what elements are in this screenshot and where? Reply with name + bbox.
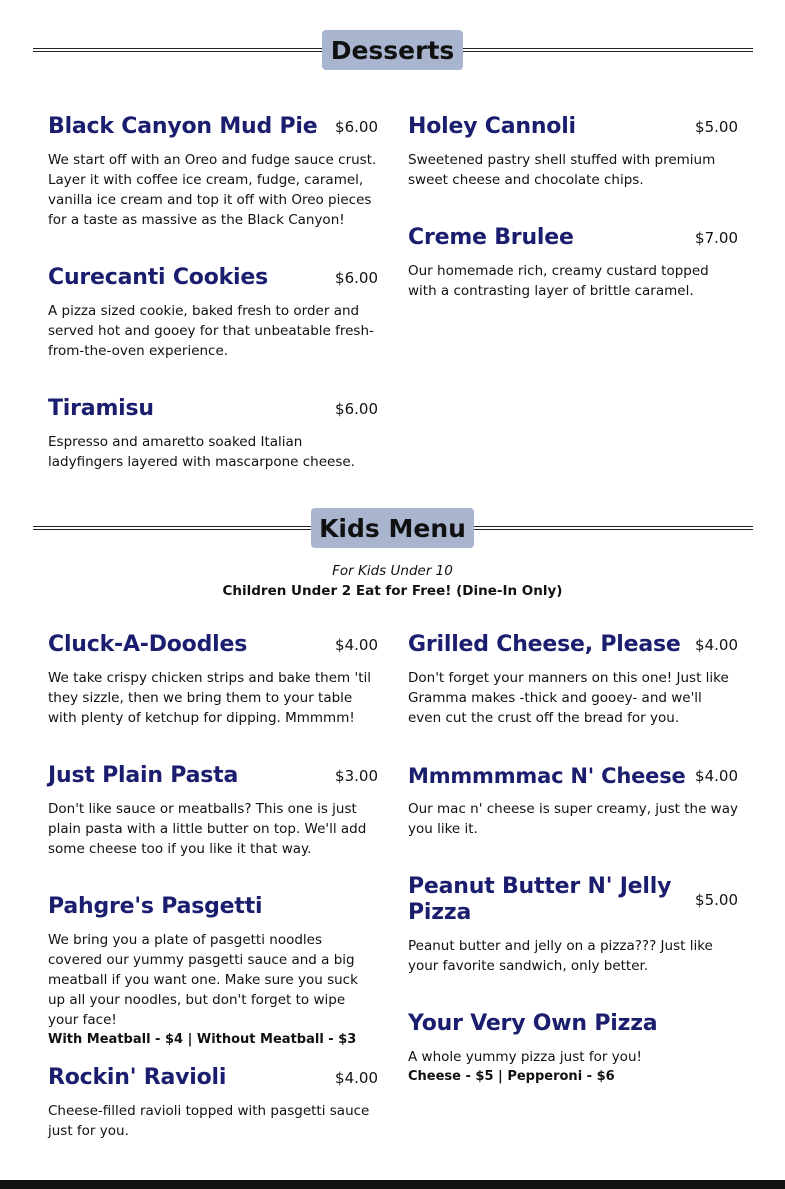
item-name: Curecanti Cookies <box>48 265 269 290</box>
item-price: $6.00 <box>335 400 378 418</box>
item-description: Espresso and amaretto soaked Italian ladyfingers layered with mascarpone cheese. <box>48 434 355 470</box>
item-price: $6.00 <box>335 118 378 136</box>
item-price: $4.00 <box>695 767 738 785</box>
item-name: Just Plain Pasta <box>48 763 239 788</box>
item-description: Our mac n' cheese is super creamy, just the way you like it. <box>408 801 738 837</box>
menu-item <box>408 874 738 976</box>
item-name: Black Canyon Mud Pie <box>48 114 318 139</box>
item-price: $5.00 <box>695 118 738 136</box>
desserts-section-header <box>33 30 753 70</box>
item-description: A pizza sized cookie, baked fresh to order and served hot and gooey for that unbeatable fresh-from-the-oven experience. <box>48 303 374 359</box>
item-options: Cheese - $5 | Pepperoni - $6 <box>408 1069 615 1084</box>
menu-item <box>48 1065 378 1141</box>
item-description: Don't like sauce or meatballs? This one is just plain pasta with a little butter on top. We'll add some cheese too if you like it that way. <box>48 801 367 857</box>
item-name: Rockin' Ravioli <box>48 1065 227 1090</box>
kids-title: Kids Menu <box>311 508 474 548</box>
item-name: Mmmmmmac N' Cheese <box>408 764 686 788</box>
item-options: With Meatball - $4 | Without Meatball - $3 <box>48 1032 357 1047</box>
item-price: $4.00 <box>695 636 738 654</box>
menu-item <box>48 114 378 230</box>
kids-section-header <box>33 508 753 548</box>
menu-item <box>48 894 378 1050</box>
menu-item <box>408 114 738 190</box>
item-name: Grilled Cheese, Please <box>408 632 681 657</box>
item-name: Creme Brulee <box>408 225 574 250</box>
item-description: We take crispy chicken strips and bake them 'til they sizzle, then we bring them to your table with plenty of ketchup for dipping. Mmmmm! <box>48 670 371 726</box>
item-name: Cluck-A-Doodles <box>48 632 248 657</box>
item-name: Your Very Own Pizza <box>408 1011 658 1036</box>
item-description: A whole yummy pizza just for you! <box>408 1049 642 1065</box>
item-price: $4.00 <box>335 1069 378 1087</box>
menu-item <box>48 396 378 472</box>
item-price: $4.00 <box>335 636 378 654</box>
item-price: $6.00 <box>335 269 378 287</box>
menu-item <box>408 632 738 728</box>
menu-item <box>408 225 738 301</box>
desserts-title: Desserts <box>322 30 463 70</box>
menu-item <box>48 632 378 728</box>
menu-item <box>48 763 378 859</box>
item-description: Don't forget your manners on this one! Just like Gramma makes -thick and gooey- and we'll even cut the crust off the bread for you. <box>408 670 729 726</box>
item-name: Pahgre's Pasgetti <box>48 894 263 919</box>
item-description: Cheese-filled ravioli topped with pasgetti sauce just for you. <box>48 1103 370 1139</box>
menu-item <box>408 1011 738 1087</box>
item-description: Peanut butter and jelly on a pizza??? Just like your favorite sandwich, only better. <box>408 938 713 974</box>
item-description: Our homemade rich, creamy custard topped with a contrasting layer of brittle caramel. <box>408 263 709 299</box>
item-name: Peanut Butter N' Jelly Pizza <box>408 874 672 925</box>
item-name: Tiramisu <box>48 396 154 421</box>
item-description: We start off with an Oreo and fudge sauce crust. Layer it with coffee ice cream, fudge, caramel, vanilla ice cream and top it off with Oreo pieces for a taste as massive as the Black Canyon! <box>48 152 377 228</box>
kids-note: Children Under 2 Eat for Free! (Dine-In Only) <box>222 583 563 599</box>
kids-subtitle: For Kids Under 10 <box>332 563 453 579</box>
item-description: Sweetened pastry shell stuffed with premium sweet cheese and chocolate chips. <box>408 152 716 188</box>
item-price: $7.00 <box>695 229 738 247</box>
item-price: $3.00 <box>335 767 378 785</box>
item-price: $5.00 <box>695 891 738 909</box>
menu-item <box>408 763 738 839</box>
item-description: We bring you a plate of pasgetti noodles covered our yummy pasgetti sauce and a big meatball if you want one. Make sure you suck up all your noodles, but don't forget to wipe your face! <box>48 932 358 1028</box>
bottom-bar <box>0 1180 785 1189</box>
menu-item <box>48 265 378 361</box>
item-name: Holey Cannoli <box>408 114 576 139</box>
